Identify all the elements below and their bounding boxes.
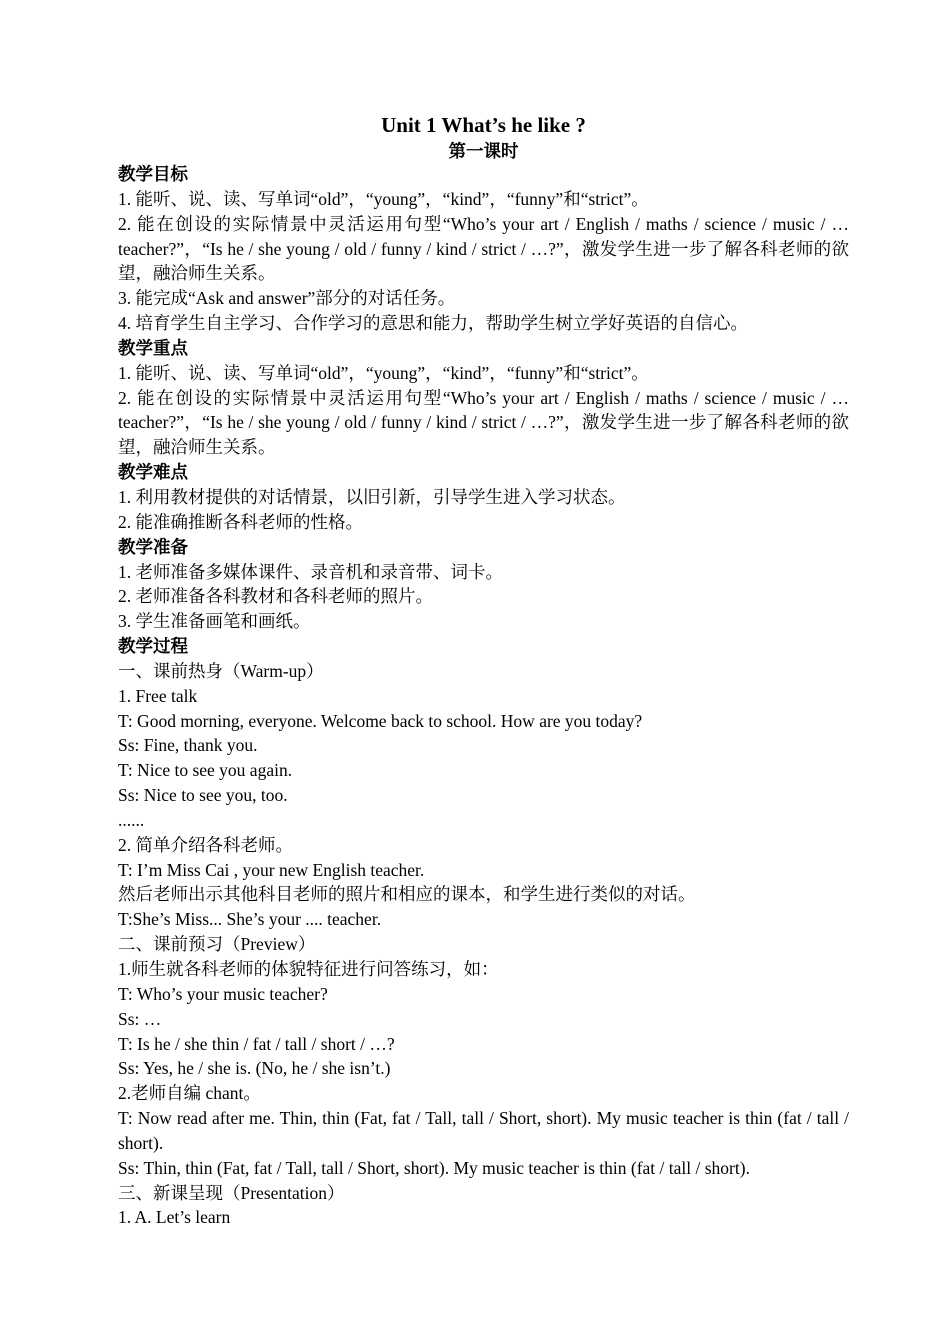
section-heading-objectives: 教学目标	[118, 164, 188, 184]
process-line: 1.师生就各科老师的体貌特征进行问答练习，如：	[118, 959, 499, 979]
section-heading-process: 教学过程	[118, 636, 188, 657]
process-line: 然后老师出示其他科目老师的照片和相应的课本，和学生进行类似的对话。	[118, 884, 696, 905]
process-subheading: 一、课前热身（Warm-up）	[118, 660, 324, 681]
dialogue-line: T:She’s Miss... She’s your .... teacher.	[118, 909, 382, 930]
section-heading-key-points: 教学重点	[118, 337, 188, 358]
process-subheading: 三、新课呈现（Presentation）	[118, 1182, 345, 1203]
dialogue-line: Ss: Nice to see you, too.	[118, 785, 288, 806]
document-title: Unit 1 What’s he like ?	[381, 113, 586, 137]
process-line: 1. Free talk	[118, 685, 198, 706]
objective-item: 3. 能完成“Ask and answer”部分的对话任务。	[118, 288, 456, 309]
process-line: 1. A. Let’s learn	[118, 1207, 231, 1228]
preparation-item: 2. 老师准备各科教材和各科老师的照片。	[118, 586, 433, 607]
process-line: ......	[118, 809, 145, 830]
dialogue-line: Ss: Yes, he / she is. (No, he / she isn’t.)	[118, 1058, 391, 1079]
dialogue-line: T: Good morning, everyone. Welcome back to school. How are you today?	[118, 710, 643, 731]
objective-item: 4. 培育学生自主学习、合作学习的意思和能力，帮助学生树立学好英语的自信心。	[118, 313, 748, 334]
dialogue-line: T: Now read after me. Thin, thin (Fat, fat / Tall, tall / Short, short). My music teacher is thin (fat / tall / short).	[118, 1108, 854, 1153]
dialogue-line: Ss: …	[118, 1008, 162, 1029]
preparation-item: 3. 学生准备画笔和画纸。	[118, 611, 311, 632]
section-heading-difficulties: 教学难点	[118, 462, 188, 483]
document-subtitle: 第一课时	[448, 141, 519, 161]
difficulty-item: 1. 利用教材提供的对话情景，以旧引新，引导学生进入学习状态。	[118, 486, 626, 507]
dialogue-line: T: Nice to see you again.	[118, 760, 293, 781]
preparation-item: 1. 老师准备多媒体课件、录音机和录音带、词卡。	[118, 561, 503, 582]
process-subheading: 二、课前预习（Preview）	[118, 934, 316, 955]
objective-item: 1. 能听、说、读、写单词“old”，“young”，“kind”，“funny”和“strict”。	[118, 188, 649, 209]
process-line: 2.老师自编 chant。	[118, 1083, 261, 1104]
dialogue-line: T: Who’s your music teacher?	[118, 983, 328, 1004]
dialogue-line: T: I’m Miss Cai , your new English teacher.	[118, 859, 425, 880]
difficulty-item: 2. 能准确推断各科老师的性格。	[118, 511, 363, 532]
section-heading-preparation: 教学准备	[118, 536, 188, 557]
key-point-item: 2. 能在创设的实际情景中灵活运用句型“Who’s your art / English / maths / science / music / … teacher?”，“Is he / she young / old / funny / kind / strict / …?”，激发学生进一步了解各科老师的欲望，融洽师生关系。	[118, 387, 854, 458]
process-line: 2. 简单介绍各科老师。	[118, 834, 293, 855]
key-point-item: 1. 能听、说、读、写单词“old”，“young”，“kind”，“funny”和“strict”。	[118, 362, 649, 383]
dialogue-line: T: Is he / she thin / fat / tall / short / …?	[118, 1033, 395, 1054]
objective-item: 2. 能在创设的实际情景中灵活运用句型“Who’s your art / English / maths / science / music / … teacher?”，“Is he / she young / old / funny / kind / strict / …?”，激发学生进一步了解各科老师的欲望，融洽师生关系。	[118, 213, 854, 284]
dialogue-line: Ss: Thin, thin (Fat, fat / Tall, tall / Short, short). My music teacher is thin (fat / tall / short).	[118, 1157, 750, 1178]
document-page	[118, 110, 854, 1230]
dialogue-line: Ss: Fine, thank you.	[118, 735, 258, 756]
